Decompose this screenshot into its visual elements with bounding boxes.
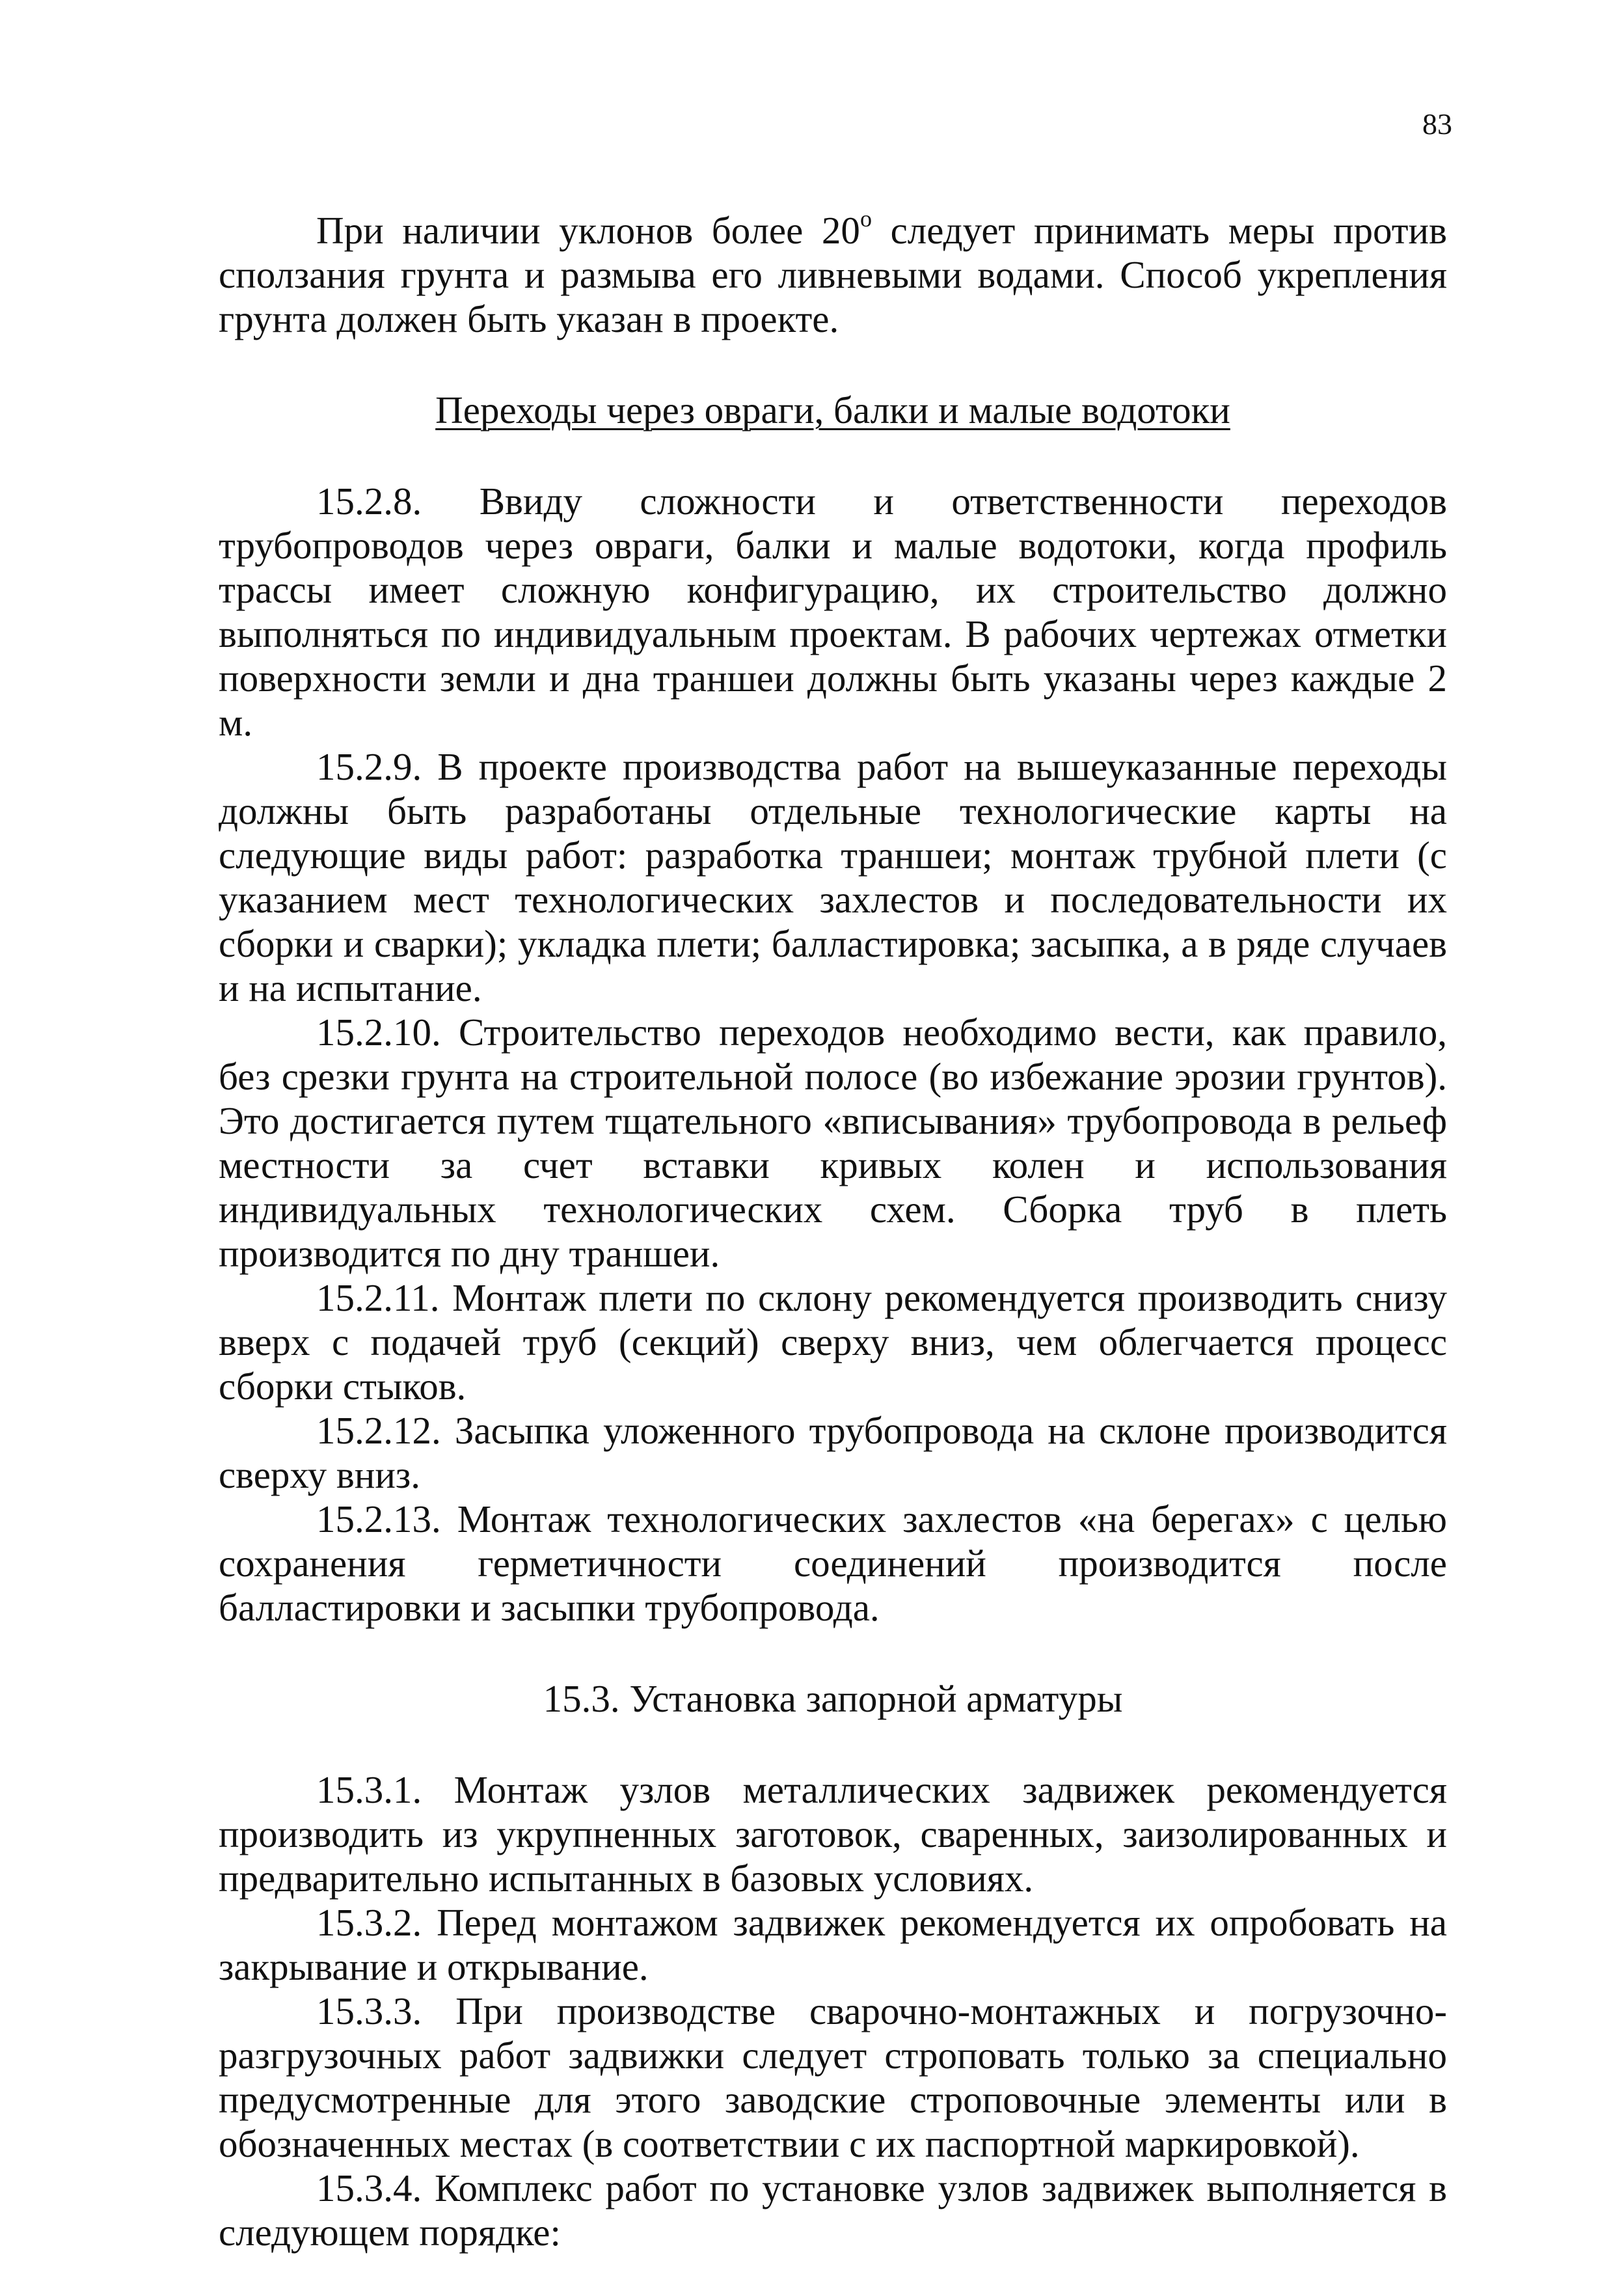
paragraph-15-2-12: 15.2.12. Засыпка уложенного трубопровода на склоне производится сверху вниз.: [219, 1409, 1447, 1496]
intro-text-after: следует принимать меры против сползания грунта и размыва его ливневыми водами. Способ укрепления грунта должен быть указан в проекте.: [219, 209, 1447, 340]
paragraph-15-2-13: 15.2.13. Монтаж технологических захлестов «на берегах» с целью сохранения герметичности соединений производится после балластировки и засыпки трубопровода.: [219, 1497, 1447, 1629]
paragraph-15-2-11: 15.2.11. Монтаж плети по склону рекомендуется производить снизу вверх с подачей труб (секций) сверху вниз, чем облегчается процесс сборки стыков.: [219, 1276, 1447, 1408]
section-heading-valves: 15.3. Установка запорной арматуры: [543, 1677, 1123, 1720]
page-number: 83: [1422, 107, 1452, 141]
spacer: [219, 341, 1447, 388]
degree-superscript: o: [859, 206, 872, 232]
paragraph-15-2-8: 15.2.8. Ввиду сложности и ответственности переходов трубопроводов через овраги, балки и малые водотоки, когда профиль трассы имеет сложную конфигурацию, их строительство должно выполняться по индивидуальным проектам. В рабочих чертежах отметки поверхности земли и дна траншеи должны быть указаны через каждые 2 м.: [219, 480, 1447, 744]
paragraph-15-3-1: 15.3.1. Монтаж узлов металлических задвижек рекомендуется производить из укрупненных заготовок, сваренных, заизолированных и предварительно испытанных в базовых условиях.: [219, 1768, 1447, 1900]
spacer: [219, 432, 1447, 479]
paragraph-15-3-4: 15.3.4. Комплекс работ по установке узлов задвижек выполняется в следующем порядке:: [219, 2167, 1447, 2254]
spacer: [219, 1721, 1447, 1768]
paragraph-15-3-3: 15.3.3. При производстве сварочно-монтажных и погрузочно-разгрузочных работ задвижки следует строповать только за специально предусмотренные для этого заводские строповочные элементы или в обозначенных местах (в соответствии с их паспортной маркировкой).: [219, 1989, 1447, 2165]
paragraph-15-2-9: 15.2.9. В проекте производства работ на вышеуказанные переходы должны быть разработаны отдельные технологические карты на следующие виды работ: разработка траншеи; монтаж трубной плети (с указанием мест технологических захлестов и последовательности их сборки и сварки); укладка плети; балластировка; засыпка, а в ряде случаев и на испытание.: [219, 745, 1447, 1009]
paragraph-15-2-10: 15.2.10. Строительство переходов необходимо вести, как правило, без срезки грунта на строительной полосе (во избежание эрозии грунтов). Это достигается путем тщательного «вписывания» трубопровода в рельеф местности за счет вставки кривых колен и использования индивидуальных технологических схем. Сборка труб в плеть производится по дну траншеи.: [219, 1011, 1447, 1275]
section-heading-ravines: Переходы через овраги, балки и малые водотоки: [435, 389, 1230, 431]
intro-paragraph: [219, 208, 1447, 341]
intro-text-before: При наличии уклонов более 20: [316, 209, 860, 252]
page-content: [219, 208, 1447, 2254]
paragraph-15-3-2: 15.3.2. Перед монтажом задвижек рекомендуется их опробовать на закрывание и открывание.: [219, 1901, 1447, 1988]
spacer: [219, 1630, 1447, 1676]
